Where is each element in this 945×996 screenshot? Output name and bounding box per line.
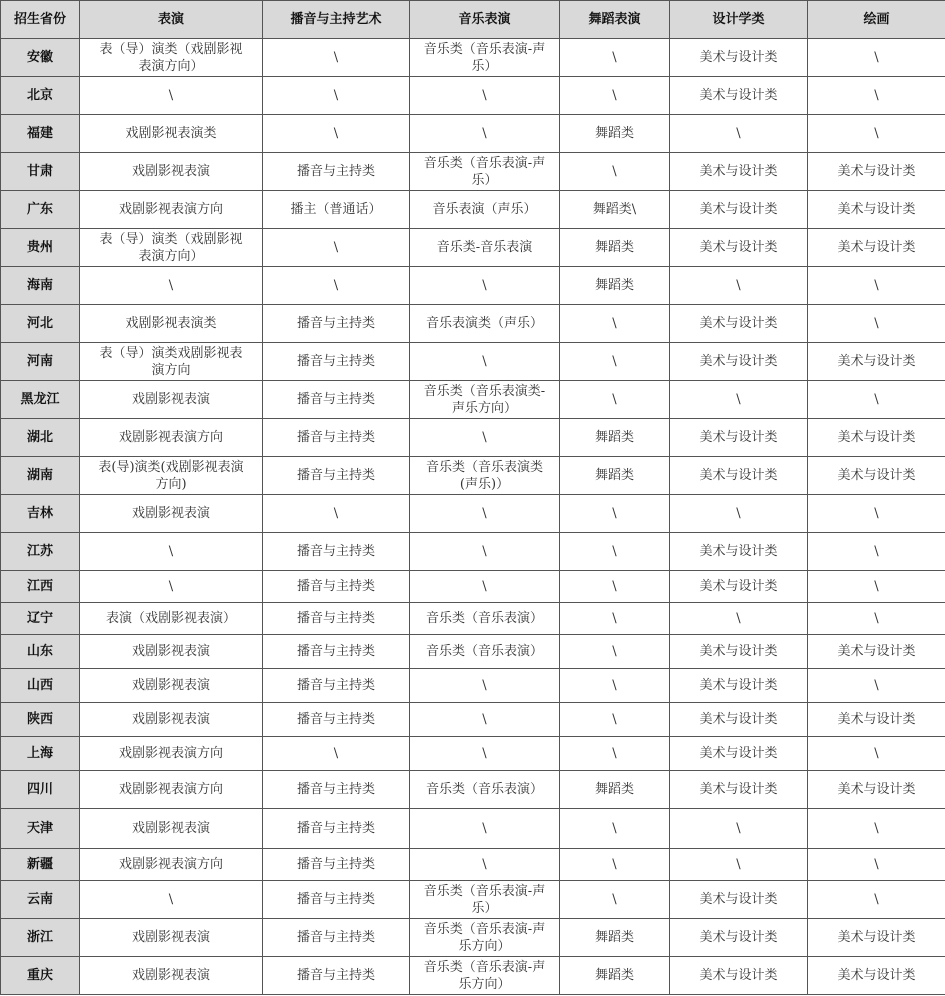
table-cell: 美术与设计类 — [670, 919, 808, 957]
table-cell: 舞蹈类 — [560, 957, 670, 995]
table-cell: 美术与设计类 — [670, 77, 808, 115]
header-dance-performance: 舞蹈表演 — [560, 1, 670, 39]
province-cell: 江西 — [1, 571, 80, 603]
table-cell: 戏剧影视表演 — [80, 381, 263, 419]
table-cell: \ — [670, 381, 808, 419]
table-body — [1, 39, 945, 995]
table-row — [1, 77, 945, 115]
table-cell: 美术与设计类 — [670, 457, 808, 495]
table-row — [1, 153, 945, 191]
table-cell: \ — [560, 737, 670, 771]
table-row — [1, 635, 945, 669]
table-cell: \ — [560, 381, 670, 419]
table-cell: \ — [808, 305, 945, 343]
table-cell: \ — [808, 737, 945, 771]
table-cell: 舞蹈类 — [560, 419, 670, 457]
table-cell: 播音与主持类 — [263, 343, 410, 381]
table-cell: \ — [808, 39, 945, 77]
table-cell: 表（导）演类（戏剧影视 表演方向） — [80, 39, 263, 77]
header-design: 设计学类 — [670, 1, 808, 39]
table-cell: \ — [808, 669, 945, 703]
table-row — [1, 533, 945, 571]
province-cell: 上海 — [1, 737, 80, 771]
table-cell: 美术与设计类 — [670, 571, 808, 603]
table-cell: \ — [560, 533, 670, 571]
table-cell: 音乐类（音乐表演-声 乐） — [410, 881, 560, 919]
table-cell: 美术与设计类 — [670, 305, 808, 343]
table-cell: \ — [808, 495, 945, 533]
table-cell: 美术与设计类 — [670, 39, 808, 77]
table-cell: \ — [560, 39, 670, 77]
table-cell: 舞蹈类\ — [560, 191, 670, 229]
table-cell: 美术与设计类 — [808, 229, 945, 267]
table-cell: 表演（戏剧影视表演） — [80, 603, 263, 635]
table-cell: 音乐类（音乐表演-声 乐） — [410, 153, 560, 191]
province-cell: 黑龙江 — [1, 381, 80, 419]
table-cell: 播音与主持类 — [263, 305, 410, 343]
table-cell: 舞蹈类 — [560, 115, 670, 153]
table-cell: 戏剧影视表演 — [80, 669, 263, 703]
province-cell: 福建 — [1, 115, 80, 153]
table-cell: 播音与主持类 — [263, 635, 410, 669]
table-cell: 戏剧影视表演 — [80, 809, 263, 849]
province-cell: 海南 — [1, 267, 80, 305]
table-cell: 舞蹈类 — [560, 229, 670, 267]
table-cell: 播音与主持类 — [263, 419, 410, 457]
table-row — [1, 809, 945, 849]
table-row — [1, 191, 945, 229]
table-cell: \ — [808, 267, 945, 305]
province-cell: 辽宁 — [1, 603, 80, 635]
table-cell: 戏剧影视表演类 — [80, 115, 263, 153]
table-cell: 表（导）演类戏剧影视表 演方向 — [80, 343, 263, 381]
table-cell: \ — [808, 603, 945, 635]
table-row — [1, 495, 945, 533]
table-cell: 戏剧影视表演 — [80, 635, 263, 669]
table-cell: 美术与设计类 — [808, 771, 945, 809]
table-cell: 美术与设计类 — [808, 635, 945, 669]
table-cell: \ — [263, 229, 410, 267]
table-cell: 播音与主持类 — [263, 849, 410, 881]
table-row — [1, 919, 945, 957]
province-cell: 四川 — [1, 771, 80, 809]
table-row — [1, 267, 945, 305]
table-cell: \ — [263, 267, 410, 305]
table-cell: 美术与设计类 — [808, 419, 945, 457]
table-cell: \ — [263, 737, 410, 771]
table-cell: 戏剧影视表演方向 — [80, 419, 263, 457]
table-cell: \ — [560, 703, 670, 737]
table-cell: \ — [80, 881, 263, 919]
table-cell: 音乐表演（声乐） — [410, 191, 560, 229]
table-cell: 播主（普通话） — [263, 191, 410, 229]
province-cell: 广东 — [1, 191, 80, 229]
table-cell: \ — [670, 809, 808, 849]
table-cell: 美术与设计类 — [808, 191, 945, 229]
table-row — [1, 771, 945, 809]
table-cell: \ — [808, 571, 945, 603]
table-cell: 播音与主持类 — [263, 771, 410, 809]
table-row — [1, 305, 945, 343]
table-row — [1, 881, 945, 919]
table-cell: 美术与设计类 — [670, 153, 808, 191]
table-cell: \ — [80, 267, 263, 305]
table-cell: \ — [670, 849, 808, 881]
table-cell: 美术与设计类 — [808, 919, 945, 957]
table-cell: 戏剧影视表演方向 — [80, 849, 263, 881]
table-cell: 美术与设计类 — [670, 419, 808, 457]
table-cell: \ — [80, 533, 263, 571]
table-row — [1, 343, 945, 381]
table-cell: \ — [263, 495, 410, 533]
table-cell: 音乐类（音乐表演-声 乐方向） — [410, 957, 560, 995]
table-cell: 音乐类（音乐表演类 (声乐)） — [410, 457, 560, 495]
table-cell: 播音与主持类 — [263, 603, 410, 635]
table-cell: \ — [560, 669, 670, 703]
table-cell: \ — [410, 703, 560, 737]
table-row — [1, 381, 945, 419]
table-cell: 美术与设计类 — [670, 703, 808, 737]
table-cell: 美术与设计类 — [808, 343, 945, 381]
table-cell: \ — [410, 419, 560, 457]
table-cell: 美术与设计类 — [808, 457, 945, 495]
table-cell: 戏剧影视表演 — [80, 153, 263, 191]
table-cell: \ — [560, 849, 670, 881]
province-cell: 江苏 — [1, 533, 80, 571]
header-row — [1, 1, 945, 39]
province-cell: 安徽 — [1, 39, 80, 77]
province-cell: 新疆 — [1, 849, 80, 881]
table-cell: 播音与主持类 — [263, 809, 410, 849]
table-cell: 音乐类（音乐表演类- 声乐方向） — [410, 381, 560, 419]
table-cell: \ — [560, 881, 670, 919]
header-broadcasting: 播音与主持艺术 — [263, 1, 410, 39]
table-cell: 美术与设计类 — [670, 635, 808, 669]
table-cell: \ — [560, 77, 670, 115]
table-cell: \ — [670, 603, 808, 635]
province-cell: 北京 — [1, 77, 80, 115]
table-cell: \ — [808, 115, 945, 153]
table-cell: 播音与主持类 — [263, 669, 410, 703]
header-painting: 绘画 — [808, 1, 945, 39]
table-row — [1, 603, 945, 635]
table-row — [1, 571, 945, 603]
table-cell: \ — [410, 669, 560, 703]
table-cell: \ — [560, 603, 670, 635]
table-cell: \ — [410, 737, 560, 771]
table-row — [1, 457, 945, 495]
table-cell: 播音与主持类 — [263, 571, 410, 603]
table-cell: \ — [560, 153, 670, 191]
table-cell: \ — [560, 343, 670, 381]
table-cell: 音乐类-音乐表演 — [410, 229, 560, 267]
province-cell: 河北 — [1, 305, 80, 343]
table-cell: \ — [808, 809, 945, 849]
table-cell: 音乐类（音乐表演-声 乐方向） — [410, 919, 560, 957]
table-cell: \ — [410, 849, 560, 881]
table-cell: 美术与设计类 — [670, 957, 808, 995]
table-row — [1, 419, 945, 457]
table-cell: 美术与设计类 — [670, 881, 808, 919]
table-cell: 舞蹈类 — [560, 267, 670, 305]
table-cell: 美术与设计类 — [670, 533, 808, 571]
table-row — [1, 703, 945, 737]
table-cell: \ — [410, 77, 560, 115]
table-cell: \ — [808, 77, 945, 115]
table-cell: 播音与主持类 — [263, 381, 410, 419]
province-cell: 陕西 — [1, 703, 80, 737]
table-cell: 美术与设计类 — [808, 957, 945, 995]
table-cell: 音乐类（音乐表演） — [410, 603, 560, 635]
table-cell: \ — [410, 809, 560, 849]
province-cell: 云南 — [1, 881, 80, 919]
table-cell: \ — [410, 267, 560, 305]
table-cell: \ — [808, 849, 945, 881]
header-province: 招生省份 — [1, 1, 80, 39]
table-cell: \ — [263, 77, 410, 115]
table-cell: \ — [410, 495, 560, 533]
table-cell: \ — [410, 343, 560, 381]
table-cell: 表（导）演类（戏剧影视 表演方向） — [80, 229, 263, 267]
table-cell: 美术与设计类 — [670, 737, 808, 771]
header-performance: 表演 — [80, 1, 263, 39]
table-cell: 舞蹈类 — [560, 457, 670, 495]
table-cell: 戏剧影视表演 — [80, 495, 263, 533]
province-cell: 山西 — [1, 669, 80, 703]
header-music-performance: 音乐表演 — [410, 1, 560, 39]
table-cell: \ — [560, 495, 670, 533]
table-cell: 戏剧影视表演 — [80, 919, 263, 957]
table-cell: 播音与主持类 — [263, 919, 410, 957]
table-cell: \ — [560, 809, 670, 849]
province-cell: 贵州 — [1, 229, 80, 267]
table-cell: 美术与设计类 — [670, 229, 808, 267]
table-cell: \ — [560, 635, 670, 669]
province-cell: 吉林 — [1, 495, 80, 533]
province-cell: 河南 — [1, 343, 80, 381]
table-cell: \ — [560, 305, 670, 343]
province-cell: 湖南 — [1, 457, 80, 495]
table-cell: 美术与设计类 — [670, 343, 808, 381]
table-cell: 表(导)演类(戏剧影视表演 方向) — [80, 457, 263, 495]
table-cell: 播音与主持类 — [263, 703, 410, 737]
table-cell: 美术与设计类 — [808, 153, 945, 191]
table-cell: \ — [560, 571, 670, 603]
table-cell: \ — [410, 533, 560, 571]
table-row — [1, 849, 945, 881]
table-cell: 舞蹈类 — [560, 919, 670, 957]
table-cell: \ — [80, 571, 263, 603]
province-cell: 甘肃 — [1, 153, 80, 191]
table-cell: \ — [808, 881, 945, 919]
table-cell: 美术与设计类 — [670, 191, 808, 229]
table-row — [1, 39, 945, 77]
table-row — [1, 669, 945, 703]
table-cell: 美术与设计类 — [670, 669, 808, 703]
table-cell: 播音与主持类 — [263, 457, 410, 495]
table-cell: 音乐类（音乐表演） — [410, 635, 560, 669]
province-cell: 天津 — [1, 809, 80, 849]
table-cell: \ — [808, 381, 945, 419]
table-row — [1, 115, 945, 153]
table-cell: 美术与设计类 — [808, 703, 945, 737]
table-cell: 戏剧影视表演方向 — [80, 737, 263, 771]
table-cell: \ — [80, 77, 263, 115]
table-cell: \ — [808, 533, 945, 571]
province-cell: 山东 — [1, 635, 80, 669]
table-row — [1, 737, 945, 771]
table-cell: \ — [670, 495, 808, 533]
table-cell: 播音与主持类 — [263, 957, 410, 995]
table-cell: \ — [263, 115, 410, 153]
province-cell: 重庆 — [1, 957, 80, 995]
table-cell: \ — [263, 39, 410, 77]
province-cell: 浙江 — [1, 919, 80, 957]
table-cell: 戏剧影视表演方向 — [80, 191, 263, 229]
table-cell: 戏剧影视表演 — [80, 957, 263, 995]
table-cell: 音乐类（音乐表演-声 乐） — [410, 39, 560, 77]
table-cell: 播音与主持类 — [263, 533, 410, 571]
table-cell: \ — [410, 115, 560, 153]
table-cell: 音乐类（音乐表演） — [410, 771, 560, 809]
table-cell: \ — [670, 267, 808, 305]
table-cell: \ — [670, 115, 808, 153]
table-row — [1, 229, 945, 267]
province-cell: 湖北 — [1, 419, 80, 457]
table-cell: 舞蹈类 — [560, 771, 670, 809]
table-cell: \ — [410, 571, 560, 603]
table-cell: 戏剧影视表演类 — [80, 305, 263, 343]
table-cell: 播音与主持类 — [263, 881, 410, 919]
table-cell: 音乐表演类（声乐） — [410, 305, 560, 343]
table-cell: 戏剧影视表演 — [80, 703, 263, 737]
table-cell: 播音与主持类 — [263, 153, 410, 191]
table-cell: 戏剧影视表演方向 — [80, 771, 263, 809]
table-cell: 美术与设计类 — [670, 771, 808, 809]
table-row — [1, 957, 945, 995]
